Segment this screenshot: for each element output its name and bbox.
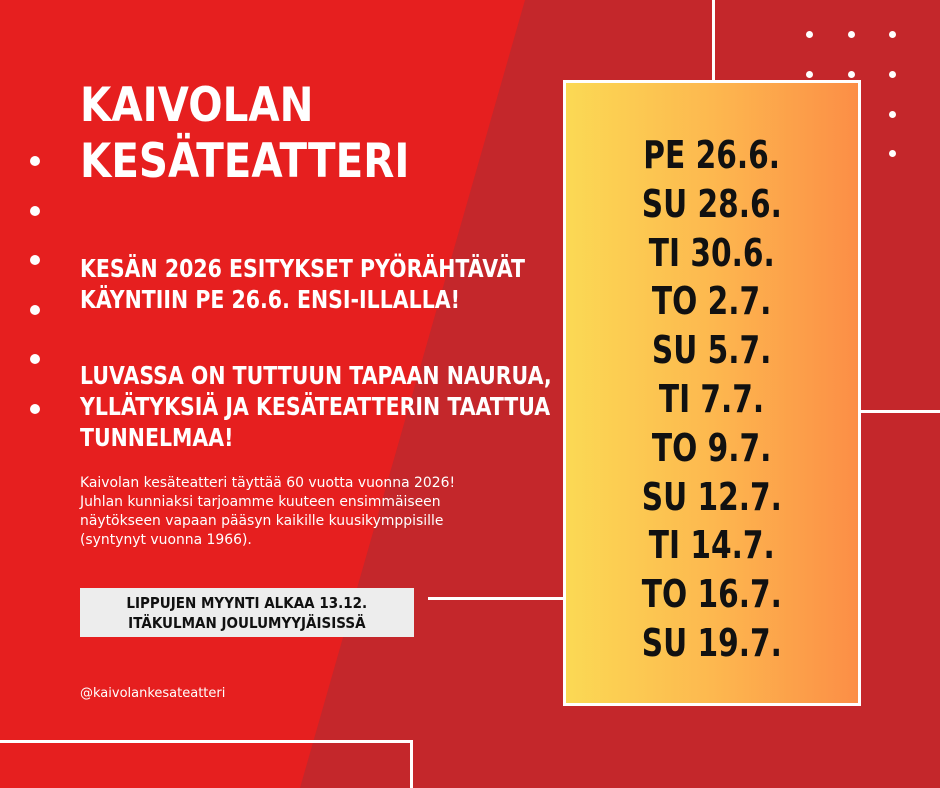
body-line-1: Kaivolan kesäteatteri täyttää 60 vuotta vuonna 2026! bbox=[80, 475, 456, 491]
ticket-line-1: LIPPUJEN MYYNTI ALKAA 13.12. bbox=[126, 593, 368, 612]
deco-dot bbox=[889, 111, 896, 118]
headline-promise bbox=[80, 360, 552, 453]
headline-premiere bbox=[80, 253, 525, 315]
deco-dot bbox=[30, 404, 40, 414]
body-line-2: Juhlan kunniaksi tarjoamme kuuteen ensimmäiseen bbox=[80, 494, 441, 510]
ticket-sale-box bbox=[80, 588, 414, 637]
deco-dot bbox=[30, 255, 40, 265]
date-item: SU 12.7. bbox=[641, 474, 783, 519]
deco-dot bbox=[889, 150, 896, 157]
headline-promise-line-3: TUNNELMAA! bbox=[80, 423, 234, 452]
anniversary-text bbox=[80, 474, 522, 550]
deco-dot bbox=[848, 71, 855, 78]
deco-dot bbox=[30, 206, 40, 216]
title-line-2: KESÄTEATTERI bbox=[80, 134, 410, 189]
performance-dates-box bbox=[563, 80, 861, 706]
date-item: TO 9.7. bbox=[652, 425, 772, 470]
deco-line-horizontal-right bbox=[861, 410, 940, 413]
date-item: TI 7.7. bbox=[659, 376, 765, 421]
deco-dot bbox=[30, 354, 40, 364]
deco-dot bbox=[806, 31, 813, 38]
deco-dot bbox=[30, 156, 40, 166]
deco-line-vertical-bottom bbox=[410, 740, 413, 788]
deco-dot bbox=[806, 71, 813, 78]
title-line-1: KAIVOLAN bbox=[80, 78, 314, 133]
body-line-3: näytökseen vapaan pääsyn kaikille kuusikymppisille bbox=[80, 513, 444, 529]
headline-promise-line-1: LUVASSA ON TUTTUUN TAPAAN NAURUA, bbox=[80, 361, 552, 390]
headline-premiere-line-2: KÄYNTIIN PE 26.6. ENSI-ILLALLA! bbox=[80, 285, 461, 314]
deco-dot bbox=[30, 305, 40, 315]
headline-promise-line-2: YLLÄTYKSIÄ JA KESÄTEATTERIN TAATTUA bbox=[80, 392, 551, 421]
deco-dot bbox=[889, 31, 896, 38]
performance-dates-list bbox=[566, 131, 858, 668]
social-handle: @kaivolankesateatteri bbox=[80, 686, 226, 701]
date-item: SU 28.6. bbox=[641, 181, 783, 226]
deco-line-horizontal-mid bbox=[428, 597, 563, 600]
deco-dot bbox=[848, 31, 855, 38]
date-item: SU 5.7. bbox=[652, 328, 772, 373]
deco-line-vertical-top bbox=[712, 0, 715, 80]
ticket-line-2: ITÄKULMAN JOULUMYYJÄISISSÄ bbox=[128, 613, 366, 632]
date-item: TI 30.6. bbox=[649, 230, 775, 275]
page-title bbox=[80, 78, 409, 190]
date-item: SU 19.7. bbox=[641, 620, 783, 665]
date-item: PE 26.6. bbox=[643, 133, 781, 177]
deco-line-horizontal-bottom bbox=[0, 740, 412, 743]
body-line-4: (syntynyt vuonna 1966). bbox=[80, 532, 252, 548]
headline-premiere-line-1: KESÄN 2026 ESITYKSET PYÖRÄHTÄVÄT bbox=[80, 254, 525, 283]
date-item: TI 14.7. bbox=[649, 523, 775, 568]
date-item: TO 2.7. bbox=[652, 279, 772, 324]
date-item: TO 16.7. bbox=[641, 572, 783, 617]
deco-dot bbox=[889, 71, 896, 78]
